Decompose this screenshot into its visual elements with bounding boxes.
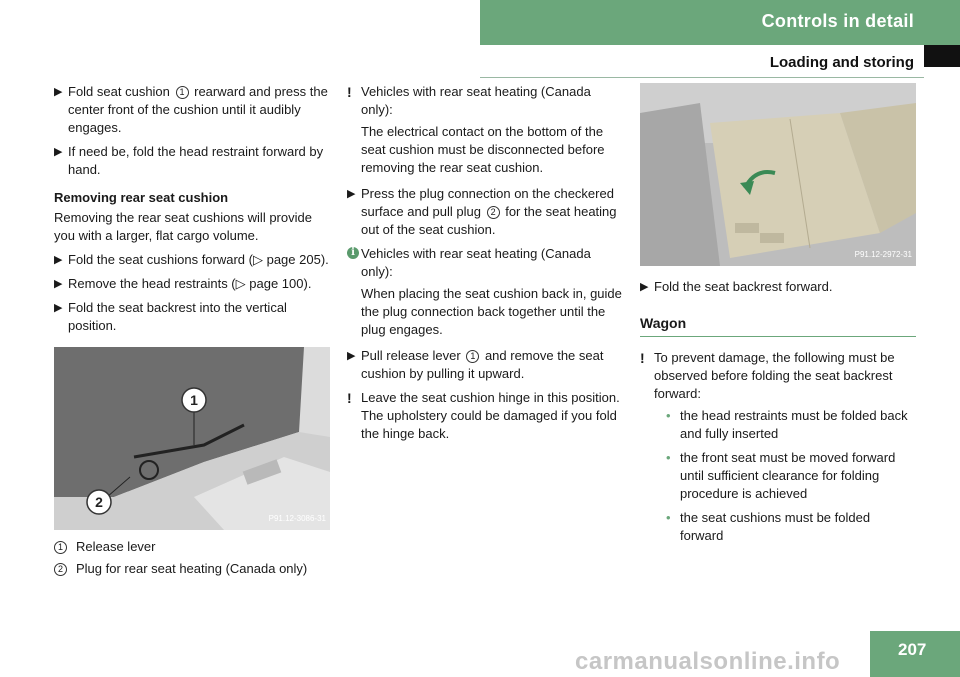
callout-ref: 1 (176, 86, 189, 99)
warning-icon: ! (347, 84, 352, 100)
figure-code: P91.12-3086-31 (268, 514, 326, 523)
legend-item: 2 Plug for rear seat heating (Canada only) (54, 560, 330, 578)
page-number: 207 (898, 640, 927, 659)
section-title: Controls in detail (761, 11, 914, 31)
page-number-tab (870, 631, 960, 677)
step-pull-release-lever: ▶ Pull release lever 1 and remove the seat cushion by pulling it upward. (347, 348, 604, 381)
step-fold-backrest-forward: ▶ Fold the seat backrest forward. (640, 279, 833, 294)
callout-ref: 1 (466, 350, 479, 363)
warning-hinge: ! Leave the seat cushion hinge in this position. The upholstery could be damaged if you fold the hinge back. (347, 390, 620, 441)
backrest-illustration (640, 83, 916, 266)
list-item: • the seat cushions must be folded forward (666, 510, 871, 543)
info-seat-heating: i Vehicles with rear seat heating (Canada only): When placing the seat cushion back in, guide the plug connection back together until the plug engages. (347, 245, 625, 339)
info-icon: i (347, 247, 359, 259)
step-fold-head-restraint: ▶ If need be, fold the head restraint forward by hand. (54, 144, 324, 177)
step-pull-plug: ▶ Press the plug connection on the checkered surface and pull plug 2 for the seat heating out of the seat cushion. (347, 186, 617, 237)
column-left (54, 83, 330, 582)
wagon-heading: Wagon (640, 314, 916, 337)
list-item: • the head restraints must be folded back and fully inserted (666, 408, 908, 441)
removing-heading: Removing rear seat cushion (54, 190, 229, 205)
arrow-icon: ▶ (54, 86, 63, 98)
warning-wagon: ! To prevent damage, the following must be observed before folding the seat backrest forward: • the head restraints must be folded back and fully inserted • the front seat must be moved forward until sufficient clearance for folding procedure is achieved • the seat cushions must be folded forward (640, 349, 916, 545)
arrow-icon: ▶ (54, 302, 63, 314)
step-remove-head-restraints: ▶ Remove the head restraints (▷ page 100). (54, 276, 312, 291)
seat-cushion-figure (54, 347, 330, 530)
callout-ref: 2 (487, 206, 500, 219)
warning-icon: ! (347, 390, 352, 406)
column-right (640, 83, 916, 553)
arrow-icon: ▶ (54, 146, 63, 158)
removing-intro: Removing the rear seat cushions will provide you with a larger, flat cargo volume. (54, 210, 312, 243)
arrow-icon: ▶ (54, 278, 63, 290)
column-middle (347, 83, 625, 451)
arrow-icon: ▶ (640, 281, 649, 293)
figure-callout-1: 1 (190, 392, 198, 408)
arrow-icon: ▶ (54, 254, 63, 266)
warning-icon: ! (640, 350, 645, 366)
watermark: carmanualsonline.info (575, 648, 841, 675)
figure-callout-2: 2 (95, 494, 103, 510)
bullet-icon: • (666, 510, 671, 525)
backrest-figure (640, 83, 916, 266)
arrow-icon: ▶ (347, 350, 356, 362)
header-marker (924, 45, 960, 67)
subsection-title: Loading and storing (769, 54, 914, 71)
page-ref-link[interactable]: ▷ page 100 (235, 276, 304, 291)
list-item: • the front seat must be moved forward until sufficient clearance for folding procedure is achieved (666, 450, 896, 501)
page-ref-link[interactable]: ▷ page 205 (252, 252, 321, 267)
bullet-icon: • (666, 450, 671, 465)
warning-seat-heating: ! Vehicles with rear seat heating (Canada only): The electrical contact on the bottom of the seat cushion must be disconnected before removing the rear seat cushion. (347, 84, 605, 175)
step-fold-cushion: ▶ Fold seat cushion 1 rearward and press the center front of the cushion until it audibly engages. (54, 84, 328, 135)
arrow-icon: ▶ (347, 188, 356, 200)
legend-item: 1 Release lever (54, 538, 330, 556)
figure-code: P91.12-2972-31 (854, 250, 912, 259)
header-divider (480, 77, 924, 78)
step-fold-backrest-vertical: ▶ Fold the seat backrest into the vertical position. (54, 300, 287, 333)
step-fold-cushions-forward: ▶ Fold the seat cushions forward (▷ page 205). (54, 252, 329, 267)
bullet-icon: • (666, 408, 671, 423)
seat-cushion-illustration (54, 347, 330, 530)
